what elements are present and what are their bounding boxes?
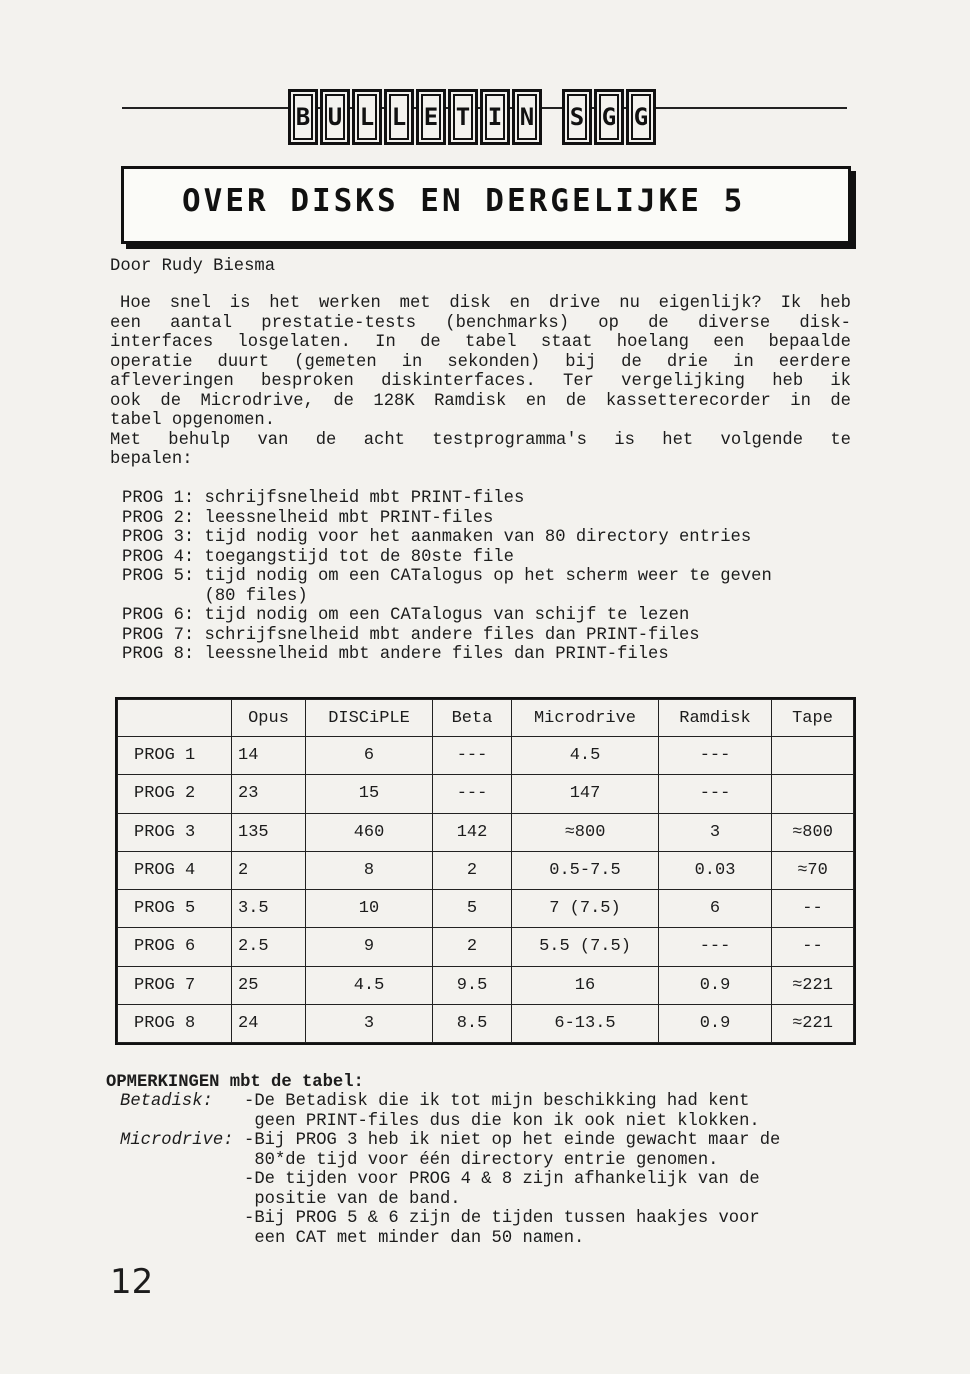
remark-label-microdrive: Microdrive: <box>120 1131 234 1150</box>
table-cell: 460 <box>306 813 433 851</box>
table-cell: 4.5 <box>306 966 433 1004</box>
table-cell: 0.9 <box>659 1004 772 1042</box>
table-cell: 3 <box>659 813 772 851</box>
masthead-word-bulletin <box>288 89 542 145</box>
table-cell: 135 <box>232 813 306 851</box>
text-line: bepalen: <box>110 450 193 469</box>
table-header-cell: Opus <box>232 700 306 737</box>
table-cell: 2 <box>433 851 512 889</box>
table-row <box>118 775 854 813</box>
table-cell: 142 <box>433 813 512 851</box>
table-row <box>118 928 854 966</box>
remark-line: -Bij PROG 5 & 6 zijn de tijden tussen haakjes voor <box>244 1209 760 1228</box>
masthead-letter: G <box>594 89 624 145</box>
remark-line: 80*de tijd voor één directory entrie genomen. <box>244 1150 719 1170</box>
table-cell: 0.03 <box>659 851 772 889</box>
remark-line: -Bij PROG 3 heb ik niet op het einde gewacht maar de <box>244 1131 781 1150</box>
table-cell <box>772 775 854 813</box>
table-cell: PROG 4 <box>118 851 232 889</box>
text-line: tabel opgenomen. <box>110 411 276 430</box>
table-cell: PROG 7 <box>118 966 232 1004</box>
table-cell: -- <box>772 890 854 928</box>
masthead-letter: T <box>448 89 478 145</box>
remark-line: geen PRINT-files dus die kon ik ook niet klokken. <box>244 1111 760 1131</box>
table-row <box>118 737 854 775</box>
table-cell: 25 <box>232 966 306 1004</box>
table-cell: 2.5 <box>232 928 306 966</box>
table-cell: 5 <box>433 890 512 928</box>
table-cell: 15 <box>306 775 433 813</box>
table-cell: 3 <box>306 1004 433 1042</box>
table-cell: 10 <box>306 890 433 928</box>
table-cell: 7 (7.5) <box>512 890 659 928</box>
table-header-cell: Ramdisk <box>659 700 772 737</box>
table-cell: 5.5 (7.5) <box>512 928 659 966</box>
table-cell: ≈800 <box>772 813 854 851</box>
remark-betadisk <box>244 1092 760 1131</box>
remark-line: -De Betadisk die ik tot mijn beschikking had kent <box>244 1092 750 1111</box>
table-cell: PROG 8 <box>118 1004 232 1042</box>
remark-microdrive <box>244 1131 780 1248</box>
program-item: PROG 2: leessnelheid mbt PRINT-files <box>122 508 494 528</box>
page-number: 12 <box>110 1262 154 1302</box>
table-cell: 24 <box>232 1004 306 1042</box>
table-cell: 6 <box>659 890 772 928</box>
table-row <box>118 813 854 851</box>
table-cell: -- <box>772 928 854 966</box>
table-header-cell: DISCiPLE <box>306 700 433 737</box>
table-cell: --- <box>659 737 772 775</box>
text-line: Hoe snel is het werken met disk en drive nu eigenlijk? Ik heb <box>120 294 851 313</box>
table-cell: 23 <box>232 775 306 813</box>
table-cell: 0.9 <box>659 966 772 1004</box>
table-cell: PROG 5 <box>118 890 232 928</box>
masthead-letter: G <box>626 89 656 145</box>
program-item: PROG 6: tijd nodig om een CATalogus van schijf te lezen <box>122 606 690 625</box>
remark-line: positie van de band. <box>244 1189 461 1209</box>
program-item: (80 files) <box>122 586 308 606</box>
remark-line: een CAT met minder dan 50 namen. <box>244 1228 585 1248</box>
table-cell: ≈800 <box>512 813 659 851</box>
table-cell: ≈70 <box>772 851 854 889</box>
article-title: OVER DISKS EN DERGELIJKE 5 <box>182 183 746 219</box>
remark-line: -De tijden voor PROG 4 & 8 zijn afhankelijk van de <box>244 1170 760 1189</box>
table-cell: ≈221 <box>772 966 854 1004</box>
table-cell: --- <box>659 775 772 813</box>
masthead-letter: L <box>384 89 414 145</box>
table-cell: 2 <box>433 928 512 966</box>
remark-label-betadisk: Betadisk: <box>120 1092 213 1111</box>
table-header-cell <box>118 700 232 737</box>
table-cell: 2 <box>232 851 306 889</box>
table-cell: 0.5-7.5 <box>512 851 659 889</box>
table-row <box>118 890 854 928</box>
program-item: PROG 1: schrijfsnelheid mbt PRINT-files <box>122 489 525 508</box>
text-line: interfaces losgelaten. In de tabel staat hoelang een bepaalde <box>110 333 851 352</box>
table-header-cell: Beta <box>433 700 512 737</box>
table-cell: PROG 2 <box>118 775 232 813</box>
table-header-row <box>118 700 854 737</box>
table-cell: --- <box>433 775 512 813</box>
masthead-letter: N <box>512 89 542 145</box>
table-header-cell: Tape <box>772 700 854 737</box>
text-line: een aantal prestatie-tests (benchmarks) op de diverse disk- <box>110 313 851 333</box>
table-row <box>118 966 854 1004</box>
masthead-letter: I <box>480 89 510 145</box>
table-cell: 14 <box>232 737 306 775</box>
masthead-letter: E <box>416 89 446 145</box>
remarks-heading: OPMERKINGEN mbt de tabel: <box>106 1073 364 1092</box>
table-cell: 9.5 <box>433 966 512 1004</box>
table-cell: ≈221 <box>772 1004 854 1042</box>
author-byline: Door Rudy Biesma <box>110 257 276 276</box>
program-item: PROG 8: leessnelheid mbt andere files dan PRINT-files <box>122 645 669 664</box>
article-title-box <box>121 166 851 244</box>
text-line: Met behulp van de acht testprogramma's is het volgende te <box>110 430 851 450</box>
table-cell: --- <box>659 928 772 966</box>
masthead-letter: S <box>562 89 592 145</box>
masthead-letter: B <box>288 89 318 145</box>
table-cell: 8.5 <box>433 1004 512 1042</box>
table-cell: 8 <box>306 851 433 889</box>
table-cell: 16 <box>512 966 659 1004</box>
table-cell: PROG 3 <box>118 813 232 851</box>
table-cell: 4.5 <box>512 737 659 775</box>
program-item: PROG 4: toegangstijd tot de 80ste file <box>122 547 514 567</box>
text-line: ook de Microdrive, de 128K Ramdisk en de kassetterecorder in de <box>110 391 851 411</box>
table-row <box>118 1004 854 1042</box>
masthead-logo <box>297 86 647 148</box>
text-line: operatie duurt (gemeten in sekonden) bij de drie in eerdere <box>110 352 851 372</box>
table-cell: PROG 6 <box>118 928 232 966</box>
masthead-word-sgg <box>562 89 656 145</box>
table-cell: 9 <box>306 928 433 966</box>
intro-paragraph <box>110 294 851 470</box>
table-cell <box>772 737 854 775</box>
program-item: PROG 3: tijd nodig voor het aanmaken van 80 directory entries <box>122 528 752 547</box>
table-cell: 147 <box>512 775 659 813</box>
table-cell: --- <box>433 737 512 775</box>
masthead-letter: U <box>320 89 350 145</box>
table-cell: PROG 1 <box>118 737 232 775</box>
benchmark-table <box>115 697 856 1045</box>
table-cell: 6-13.5 <box>512 1004 659 1042</box>
masthead-letter: L <box>352 89 382 145</box>
table-cell: 6 <box>306 737 433 775</box>
program-item: PROG 7: schrijfsnelheid mbt andere files dan PRINT-files <box>122 625 700 645</box>
program-item: PROG 5: tijd nodig om een CATalogus op het scherm weer te geven <box>122 567 772 586</box>
table-row <box>118 851 854 889</box>
program-list <box>122 489 772 665</box>
table-cell: 3.5 <box>232 890 306 928</box>
table-header-cell: Microdrive <box>512 700 659 737</box>
text-line: afleveringen besproken diskinterfaces. Ter vergelijking heb ik <box>110 372 851 391</box>
